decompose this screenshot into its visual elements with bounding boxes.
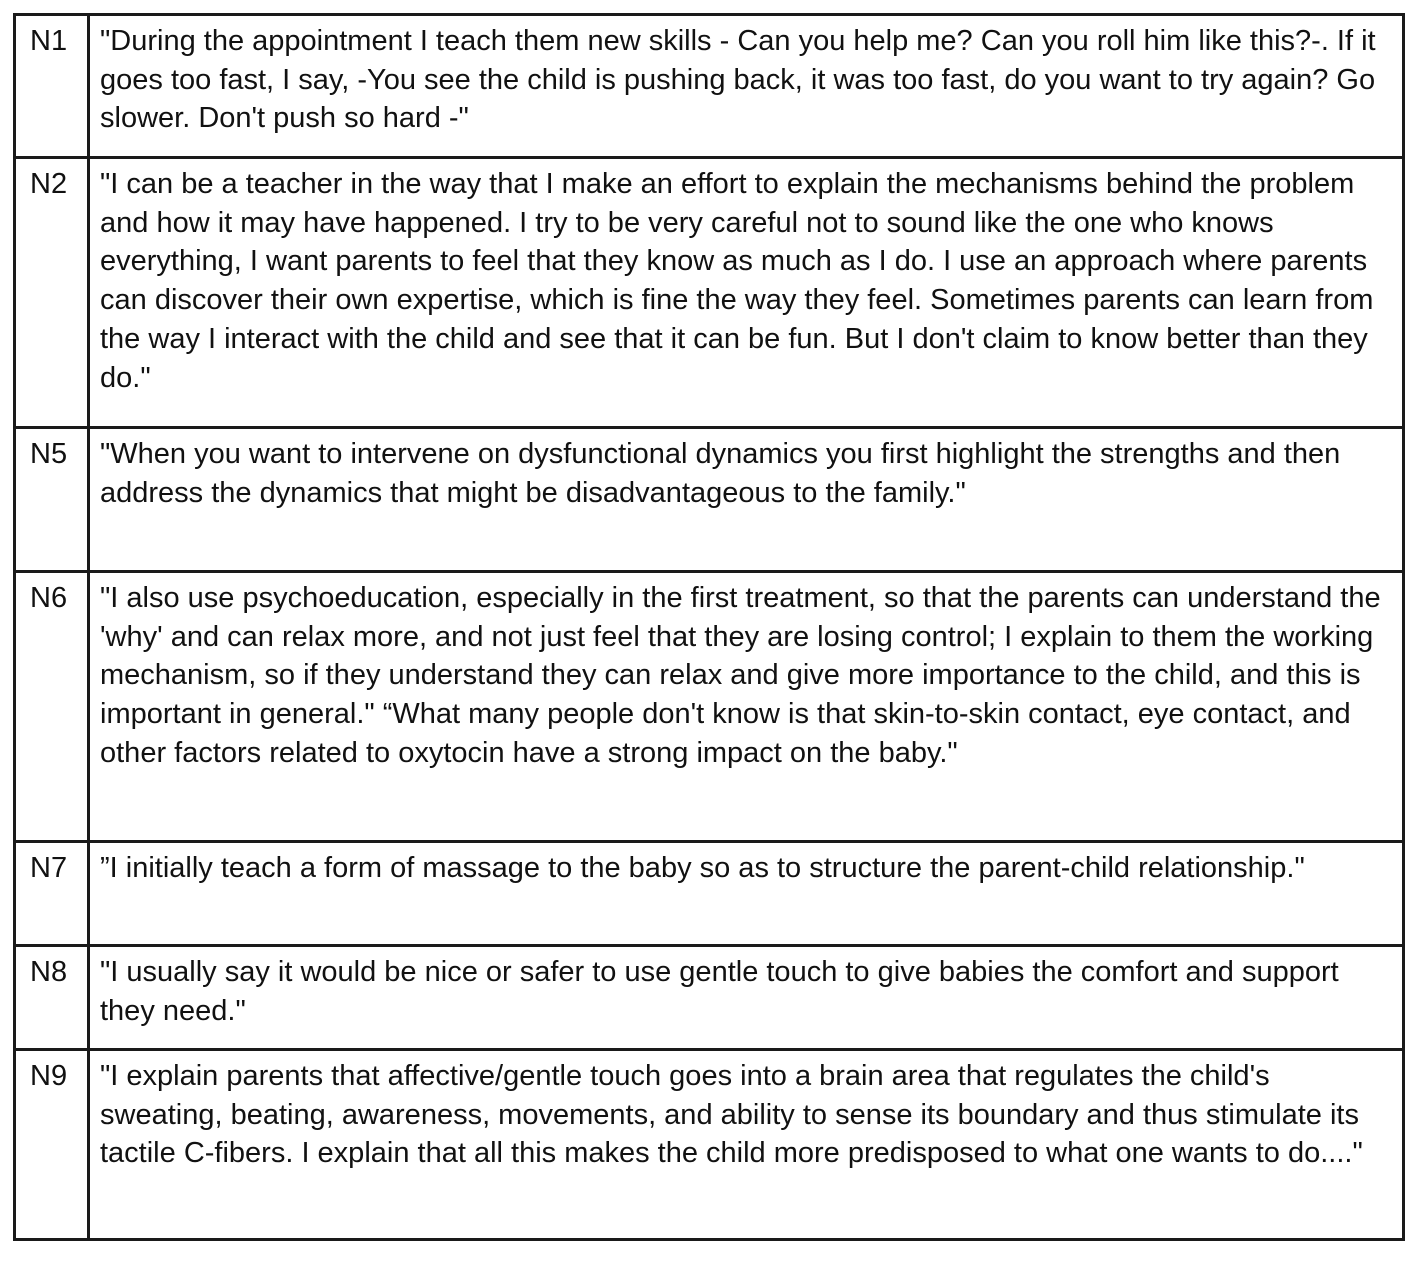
table-row [15, 572, 1404, 842]
table-row [15, 1050, 1404, 1240]
table-row [15, 946, 1404, 1050]
participant-quote: "I usually say it would be nice or safer to use gentle touch to give babies the comfort and support they need." [89, 946, 1404, 1050]
participant-id: N1 [15, 15, 89, 158]
participant-quote: "I can be a teacher in the way that I make an effort to explain the mechanisms behind the problem and how it may have happened. I try to be very careful not to sound like the one who knows everything, I want parents to feel that they know as much as I do. I use an approach where parents can discover their own expertise, which is fine the way they feel. Sometimes parents can learn from the way I interact with the child and see that it can be fun. But I don't claim to know better than they do." [89, 158, 1404, 428]
participant-quote: "I also use psychoeducation, especially in the first treatment, so that the parents can understand the 'why' and can relax more, and not just feel that they are losing control; I explain to them the working mechanism, so if they understand they can relax and give more importance to the child, and this is important in general." “What many people don't know is that skin-to-skin contact, eye contact, and other factors related to oxytocin have a strong impact on the baby." [89, 572, 1404, 842]
table-row [15, 158, 1404, 428]
participant-id: N8 [15, 946, 89, 1050]
table-row [15, 15, 1404, 158]
table-row [15, 428, 1404, 572]
participant-quote: ”I initially teach a form of massage to the baby so as to structure the parent-child relationship." [89, 842, 1404, 946]
participant-id: N2 [15, 158, 89, 428]
participant-quote: "I explain parents that affective/gentle touch goes into a brain area that regulates the child's sweating, beating, awareness, movements, and ability to sense its boundary and thus stimulate its tactile C-fibers. I explain that all this makes the child more predisposed to what one wants to do...." [89, 1050, 1404, 1240]
participant-id: N6 [15, 572, 89, 842]
participant-id: N9 [15, 1050, 89, 1240]
participant-quote: "When you want to intervene on dysfunctional dynamics you first highlight the strengths and then address the dynamics that might be disadvantageous to the family." [89, 428, 1404, 572]
table-row [15, 842, 1404, 946]
participant-quote: "During the appointment I teach them new skills - Can you help me? Can you roll him like this?-. If it goes too fast, I say, -You see the child is pushing back, it was too fast, do you want to try again? Go slower. Don't push so hard -" [89, 15, 1404, 158]
quotes-table [13, 13, 1405, 1241]
participant-id: N5 [15, 428, 89, 572]
participant-id: N7 [15, 842, 89, 946]
